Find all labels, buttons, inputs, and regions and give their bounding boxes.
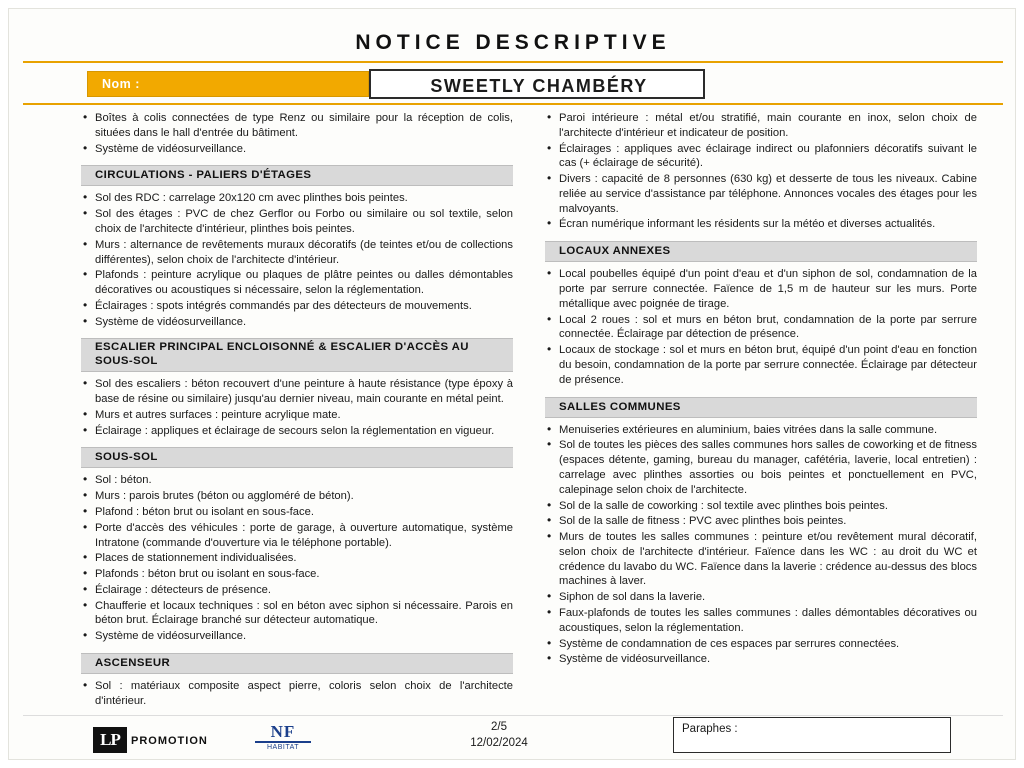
section-list-ascenseur <box>81 679 513 709</box>
list-item: • Éclairages : appliques avec éclairage indirect ou plafonniers décoratifs suivant le cas (+ éclairage de sécurité). <box>545 142 977 172</box>
list-item: • Plafond : béton brut ou isolant en sous-face. <box>81 505 513 520</box>
project-name: SWEETLY CHAMBÉRY <box>430 76 648 96</box>
list-item: • Système de vidéosurveillance. <box>81 142 513 157</box>
left-intro-list <box>81 111 513 156</box>
list-item: • Divers : capacité de 8 personnes (630 kg) et desserte de tous les niveaux. Cabine reliée au service d'assistance par téléphone. Annonces vocales des étages pour les malvoyants. <box>545 172 977 216</box>
list-item: • Éclairage : appliques et éclairage de secours selon la réglementation en vigueur. <box>81 424 513 439</box>
list-item: • Sol des étages : PVC de chez Gerflor ou Forbo ou similaire ou sol textile, selon choix de l'architecte d'intérieur, plinthes bois peintes. <box>81 207 513 237</box>
title-divider <box>23 61 1003 63</box>
page-title: NOTICE DESCRIPTIVE <box>355 31 671 54</box>
section-list-sous-sol <box>81 473 513 644</box>
section-heading-salles-communes: SALLES COMMUNES <box>545 397 977 418</box>
section-heading-escalier: ESCALIER PRINCIPAL ENCLOISONNÉ & ESCALIER D'ACCÈS AU SOUS-SOL <box>81 338 513 372</box>
lp-promotion-label: PROMOTION <box>131 735 208 747</box>
section-heading-sous-sol: SOUS-SOL <box>81 447 513 468</box>
section-list-escalier <box>81 377 513 438</box>
list-item: • Porte d'accès des véhicules : porte de garage, à ouverture automatique, système Intratone (commande d'ouverture via le téléphone portable). <box>81 521 513 551</box>
paraphes-box[interactable] <box>673 717 951 753</box>
header-divider <box>23 103 1003 105</box>
list-item: • Murs et autres surfaces : peinture acrylique mate. <box>81 408 513 423</box>
list-item: • Éclairage : détecteurs de présence. <box>81 583 513 598</box>
list-item: • Système de condamnation de ces espaces par serrures connectées. <box>545 637 977 652</box>
list-item: • Siphon de sol dans la laverie. <box>545 590 977 605</box>
section-list-circulations <box>81 191 513 329</box>
list-item: • Sol de la salle de coworking : sol textile avec plinthes bois peintes. <box>545 499 977 514</box>
list-item: • Sol de toutes les pièces des salles communes hors salles de coworking et de fitness (espaces détente, gaming, bureau du manager, cafétéria, laverie, local entretien) : carrelage avec plinthes assorties ou bois peintes et ponctuellement en PVC, calepinage selon choix de l'architecte. <box>545 438 977 497</box>
footer-divider <box>23 715 1003 716</box>
list-item: • Murs : parois brutes (béton ou aggloméré de béton). <box>81 489 513 504</box>
nf-sub-label: HABITAT <box>255 741 311 751</box>
list-item: • Murs de toutes les salles communes : peinture et/ou revêtement mural décoratif, selon choix de l'architecte d'intérieur. Faïence dans les WC : au droit du WC et crédence du lavabo du WC. Faïence dans la laverie : crédence au-dessus des blocs machines à laver. <box>545 530 977 589</box>
list-item: • Paroi intérieure : métal et/ou stratifié, main courante en inox, selon choix de l'architecte d'intérieur et indicateur de position. <box>545 111 977 141</box>
list-item: • Locaux de stockage : sol et murs en béton brut, équipé d'un point d'eau en fonction du besoin, condamnation de la porte par serrure connectée. Éclairage par détecteur de présence. <box>545 343 977 387</box>
list-item: • Éclairages : spots intégrés commandés par des détecteurs de mouvements. <box>81 299 513 314</box>
nf-mark: NF <box>270 722 296 741</box>
list-item: • Plafonds : béton brut ou isolant en sous-face. <box>81 567 513 582</box>
nf-habitat-logo-icon <box>255 723 311 759</box>
list-item: • Système de vidéosurveillance. <box>81 629 513 644</box>
nom-label: Nom : <box>102 77 140 91</box>
section-list-locaux-annexes <box>545 267 977 387</box>
list-item: • Murs : alternance de revêtements muraux décoratifs (de teintes et/ou de collections différentes), selon choix de l'architecte d'intérieur. <box>81 238 513 268</box>
list-item: • Sol : matériaux composite aspect pierre, coloris selon choix de l'architecte d'intérieur. <box>81 679 513 709</box>
list-item: • Local 2 roues : sol et murs en béton brut, condamnation de la porte par serrure connectée. Éclairage par détection de présence. <box>545 313 977 343</box>
list-item: • Places de stationnement individualisées. <box>81 551 513 566</box>
list-item: • Sol : béton. <box>81 473 513 488</box>
list-item: • Sol des RDC : carrelage 20x120 cm avec plinthes bois peintes. <box>81 191 513 206</box>
page-sheet <box>8 8 1016 760</box>
document-date: 12/02/2024 <box>470 737 528 749</box>
right-intro-list <box>545 111 977 232</box>
left-column <box>81 111 513 710</box>
section-list-salles-communes <box>545 423 977 668</box>
list-item: • Local poubelles équipé d'un point d'eau et d'un siphon de sol, condamnation de la porte par serrure connectée. Faïence de 1,5 m de hauteur sur les murs. Porte métallique avec poignée de tirage. <box>545 267 977 311</box>
project-name-box <box>369 69 705 99</box>
list-item: • Écran numérique informant les résidents sur la météo et diverses actualités. <box>545 217 977 232</box>
list-item: • Faux-plafonds de toutes les salles communes : dalles démontables décoratives ou acoustiques, selon la réglementation. <box>545 606 977 636</box>
list-item: • Chaufferie et locaux techniques : sol en béton avec siphon si nécessaire. Parois en béton brut. Éclairage branché sur détecteur automatique. <box>81 599 513 629</box>
section-heading-ascenseur: ASCENSEUR <box>81 653 513 674</box>
lp-promotion-logo-icon: LP <box>93 727 127 753</box>
right-column <box>545 111 977 668</box>
list-item: • Menuiseries extérieures en aluminium, baies vitrées dans la salle commune. <box>545 423 977 438</box>
paraphes-label: Paraphes : <box>682 723 738 735</box>
section-heading-locaux-annexes: LOCAUX ANNEXES <box>545 241 977 262</box>
section-heading-circulations: CIRCULATIONS - PALIERS D'ÉTAGES <box>81 165 513 186</box>
list-item: • Système de vidéosurveillance. <box>81 315 513 330</box>
list-item: • Sol des escaliers : béton recouvert d'une peinture à haute résistance (type époxy à base de résine ou similaire) jusqu'au dernier niveau, main courante en métal peint. <box>81 377 513 407</box>
list-item: • Système de vidéosurveillance. <box>545 652 977 667</box>
list-item: • Boîtes à colis connectées de type Renz ou similaire pour la réception de colis, situées dans le hall d'entrée du bâtiment. <box>81 111 513 141</box>
list-item: • Sol de la salle de fitness : PVC avec plinthes bois peintes. <box>545 514 977 529</box>
list-item: • Plafonds : peinture acrylique ou plaques de plâtre peintes ou dalles démontables décoratives ou acoustiques si nécessaire, selon la réglementation. <box>81 268 513 298</box>
page-number: 2/5 <box>491 721 507 733</box>
nom-bar <box>87 71 369 97</box>
